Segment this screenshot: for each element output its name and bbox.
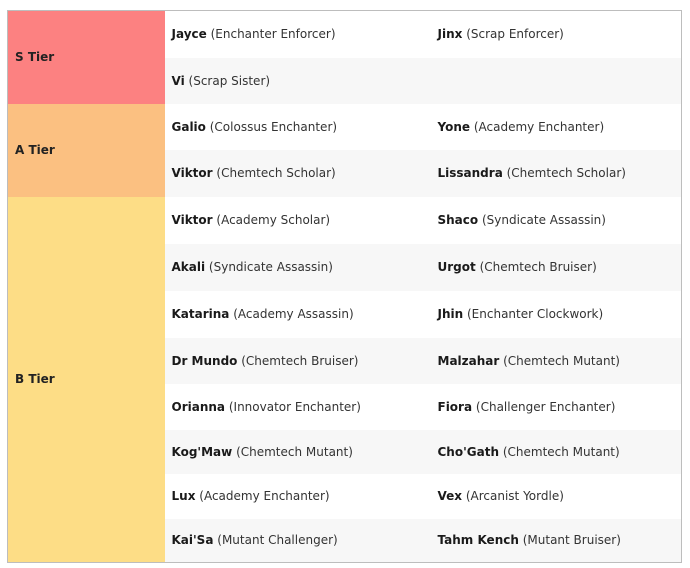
tier-list-body (8, 11, 682, 563)
champion-traits: (Mutant Challenger) (217, 533, 338, 548)
champion-name: Vex (437, 489, 463, 503)
champion-cell (431, 338, 682, 384)
champion-cell (165, 384, 431, 430)
champion-traits: (Arcanist Yordle) (465, 489, 564, 503)
champion-cell (165, 150, 431, 197)
champion-cell (431, 150, 682, 197)
champion-name: Jayce (171, 27, 207, 42)
champion-cell (165, 519, 431, 563)
champion-cell (165, 338, 431, 384)
champion-name: Yone (437, 119, 471, 134)
champion-name: Cho'Gath (437, 444, 499, 459)
champion-name: Tahm Kench (437, 533, 519, 548)
champion-cell (431, 474, 682, 519)
champion-cell (431, 58, 682, 104)
champion-traits: (Syndicate Assassin) (208, 260, 333, 274)
champion-cell (165, 430, 431, 474)
tier-label: S Tier (8, 11, 165, 104)
champion-name: Akali (171, 260, 206, 274)
champion-traits: (Syndicate Assassin) (481, 213, 606, 227)
champion-cell (431, 104, 682, 150)
champion-name: Jhin (437, 307, 464, 321)
champion-traits: (Chemtech Mutant) (503, 353, 620, 368)
champion-cell (165, 244, 431, 291)
champion-cell (165, 291, 431, 338)
champion-cell (165, 104, 431, 150)
champion-name: Viktor (171, 166, 213, 180)
champion-cell (165, 11, 431, 58)
champion-cell (431, 244, 682, 291)
champion-traits: (Enchanter Enforcer) (210, 27, 336, 42)
champion-name: Kog'Maw (171, 444, 233, 459)
champion-traits: (Scrap Sister) (188, 73, 271, 88)
champion-traits: (Chemtech Bruiser) (241, 353, 359, 368)
champion-traits: (Innovator Enchanter) (228, 399, 361, 414)
champion-name: Viktor (171, 213, 213, 227)
tier-row (8, 11, 682, 58)
champion-name: Orianna (171, 399, 226, 414)
champion-cell (431, 384, 682, 430)
champion-traits: (Colossus Enchanter) (209, 119, 338, 134)
champion-name: Kai'Sa (171, 533, 214, 548)
champion-cell (165, 58, 431, 104)
champion-name: Lux (171, 489, 196, 503)
champion-traits: (Enchanter Clockwork) (467, 307, 604, 321)
tier-label: A Tier (8, 104, 165, 197)
champion-name: Jinx (437, 27, 463, 42)
champion-name: Urgot (437, 260, 476, 274)
tier-label: B Tier (8, 197, 165, 563)
champion-traits: (Chemtech Scholar) (216, 166, 336, 180)
champion-traits: (Challenger Enchanter) (475, 399, 616, 414)
champion-name: Dr Mundo (171, 353, 238, 368)
champion-name: Katarina (171, 307, 230, 321)
champion-cell (165, 197, 431, 244)
champion-name: Shaco (437, 213, 479, 227)
champion-cell (431, 11, 682, 58)
champion-traits: (Chemtech Mutant) (236, 444, 353, 459)
champion-traits: (Academy Assassin) (233, 307, 354, 321)
champion-cell (431, 197, 682, 244)
tier-list-table (7, 10, 682, 563)
tier-row (8, 197, 682, 244)
champion-cell (431, 519, 682, 563)
champion-name: Fiora (437, 399, 473, 414)
champion-name: Vi (171, 73, 185, 88)
champion-traits: (Chemtech Scholar) (506, 166, 626, 180)
champion-traits: (Chemtech Bruiser) (479, 260, 597, 274)
champion-traits: (Chemtech Mutant) (502, 444, 620, 459)
champion-cell (165, 474, 431, 519)
champion-traits: (Academy Enchanter) (473, 119, 605, 134)
champion-traits: (Academy Enchanter) (199, 489, 330, 503)
champion-cell (431, 291, 682, 338)
champion-name: Galio (171, 119, 206, 134)
tier-row (8, 104, 682, 150)
champion-traits: (Mutant Bruiser) (522, 533, 621, 548)
champion-traits: (Scrap Enforcer) (466, 27, 564, 42)
champion-name: Lissandra (437, 166, 503, 180)
champion-cell (431, 430, 682, 474)
champion-name: Malzahar (437, 353, 500, 368)
champion-traits: (Academy Scholar) (216, 213, 331, 227)
